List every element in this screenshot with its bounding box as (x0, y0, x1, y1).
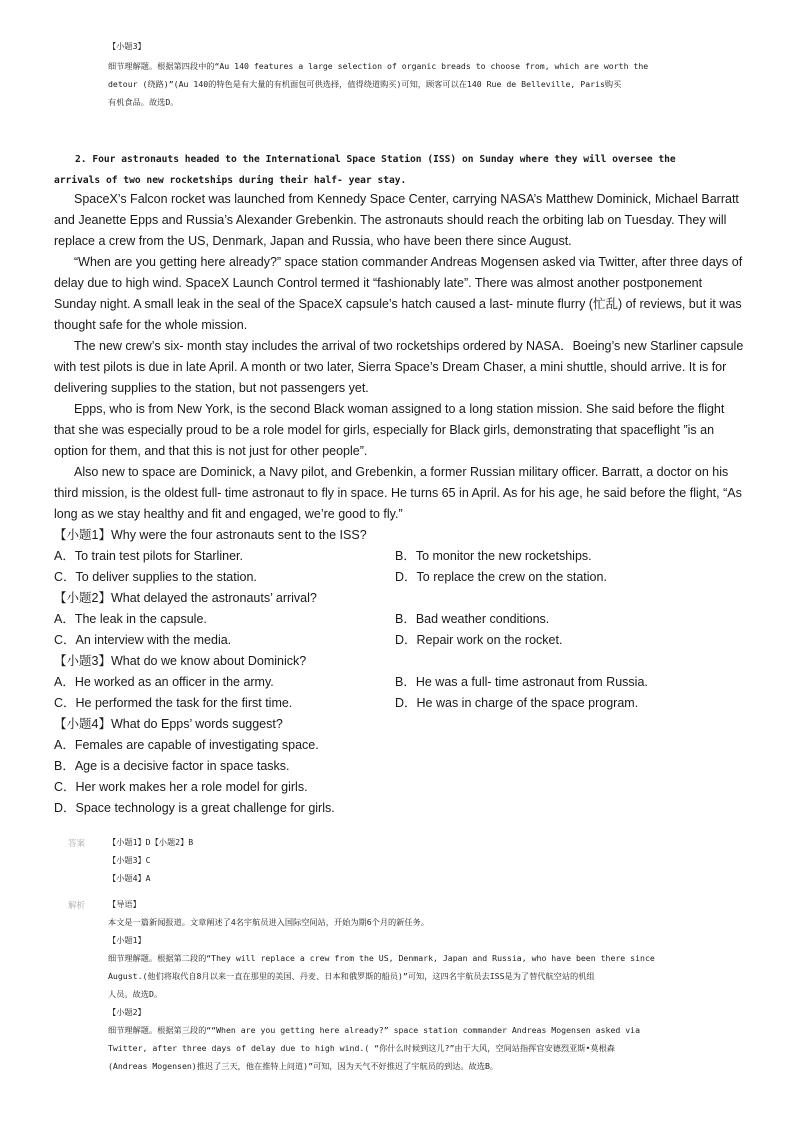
analysis-label: 解析 (68, 900, 86, 910)
option-a[interactable]: A．The leak in the capsule. (54, 612, 207, 626)
prev-explanation-line: detour (绕路)”(Au 140的特色是有大量的有机面包可供选择，值得绕道购买)可知，顾客可以在140 Rue de Belleville, Paris购买 (108, 79, 622, 89)
option-a[interactable]: A．To train test pilots for Starliner. (54, 549, 243, 563)
option-a[interactable]: A．Females are capable of investigating space. (54, 738, 319, 752)
option-b[interactable]: B．Age is a decisive factor in space tasks. (54, 759, 290, 773)
option-c[interactable]: C．An interview with the media. (54, 633, 232, 647)
analysis-q1-label: 【小题1】 (108, 935, 146, 945)
option-b[interactable]: B．Bad weather conditions. (395, 612, 550, 626)
option-c[interactable]: C．To deliver supplies to the station. (54, 570, 257, 584)
option-b[interactable]: B．To monitor the new rocketships. (395, 549, 592, 563)
analysis-q2-line: (Andreas Mogensen)推迟了三天，他在推特上问道)”可知，因为天气不好推迟了宇航员的到达。故选B。 (108, 1061, 499, 1071)
passage-paragraph: Also new to space are Dominick, a Navy pilot, and Grebenkin, a former Russian military officer. Barratt, a doctor on his third mission, is the oldest full- time astronaut to fly in space. He turns 65 in April. As for his age, he said before the flight, “As long as we stay healthy and fit and engaged, we’re good to fly.” (54, 465, 742, 521)
sub-question-prompt: 【小题4】What do Epps’ words suggest? (54, 717, 283, 731)
prev-explanation-label: 【小题3】 (108, 41, 146, 51)
passage-paragraph: “When are you getting here already?” space station commander Andreas Mogensen asked via Twitter, after three days of delay due to high wind. SpaceX Launch Control termed it “fashionably late”. There was almost another postponement Sunday night. A small leak in the seal of the SpaceX capsule’s hatch caused a last- minute flurry (忙乱) of reviews, but it was thought safe for the whole mission. (54, 255, 743, 332)
question-heading-line: arrivals of two new rocketships during their half- year stay. (54, 175, 407, 186)
option-a[interactable]: A．He worked as an officer in the army. (54, 675, 274, 689)
option-b[interactable]: B．He was a full- time astronaut from Russia. (395, 675, 648, 689)
sub-question-prompt: 【小题1】Why were the four astronauts sent to the ISS? (54, 528, 367, 542)
option-d[interactable]: D．Repair work on the rocket. (395, 633, 563, 647)
answer-line: 【小题4】A (108, 873, 151, 883)
option-d[interactable]: D．He was in charge of the space program. (395, 696, 639, 710)
analysis-q1-line: 细节理解题。根据第二段的“They will replace a crew from the US, Denmark, Japan and Russia, who have been there since (108, 953, 655, 963)
question-heading-line: 2. Four astronauts headed to the International Space Station (ISS) on Sunday where they will oversee the (75, 154, 676, 165)
prev-explanation-line: 细节理解题。根据第四段中的“Au 140 features a large selection of organic breads to choose from, which are worth the (108, 61, 649, 71)
option-c[interactable]: C．He performed the task for the first time. (54, 696, 293, 710)
analysis-q2-line: Twitter, after three days of delay due to high wind.( “你什么时候到这儿?”由于大风，空间站指挥官安德烈亚斯•莫根森 (108, 1043, 615, 1053)
option-d[interactable]: D．To replace the crew on the station. (395, 570, 607, 584)
prev-explanation-line: 有机食品。故选D。 (108, 97, 179, 107)
answer-line: 【小题1】D【小题2】B (108, 837, 194, 847)
reading-passage (54, 189, 744, 525)
passage-paragraph: The new crew’s six- month stay includes the arrival of two rocketships ordered by NASA．Boeing’s new Starliner capsule with test pilots is due in late April. A month or two later, Sierra Space’s Dream Chaser, a mini shuttle, should arrive. It is for delivering supplies to the station, but not passengers yet. (54, 339, 744, 395)
answer-line: 【小题3】C (108, 855, 151, 865)
sub-question-prompt: 【小题2】What delayed the astronauts’ arrival? (54, 591, 317, 605)
passage-paragraph: SpaceX’s Falcon rocket was launched from Kennedy Space Center, carrying NASA’s Matthew Dominick, Michael Barratt and Jeanette Epps and Russia’s Alexander Grebenkin. The astronauts should reach the orbiting lab on Tuesday. They will replace a crew from the US, Denmark, Japan and Russia, who have been there since August. (54, 192, 739, 248)
question-heading (54, 149, 744, 191)
analysis-q2-label: 【小题2】 (108, 1007, 146, 1017)
sub-question-prompt: 【小题3】What do we know about Dominick? (54, 654, 307, 668)
passage-paragraph: Epps, who is from New York, is the second Black woman assigned to a long station mission. She said before the flight that she was especially proud to be a role model for girls, especially for Black girls, demonstrating that spaceflight ”is an option for them, and that this is not just for other people”. (54, 402, 725, 458)
option-c[interactable]: C．Her work makes her a role model for girls. (54, 780, 308, 794)
analysis-q2-line: 细节理解题。根据第三段的““When are you getting here already?” space station commander Andreas Mogensen asked via (108, 1025, 641, 1035)
answer-label: 答案 (68, 838, 86, 848)
analysis-q1-line: 人员。故选D。 (108, 989, 163, 999)
option-d[interactable]: D．Space technology is a great challenge for girls. (54, 801, 335, 815)
analysis-intro-label: 【导语】 (108, 899, 141, 909)
analysis-intro: 本文是一篇新闻报道。文章阐述了4名宇航员进入国际空间站，开始为期6个月的新任务。 (108, 917, 429, 927)
analysis-q1-line: August.(他们将取代自8月以来一直在那里的美国、丹麦、日本和俄罗斯的船员)”可知，这四名宇航员去ISS是为了替代航空站的机组 (108, 971, 595, 981)
